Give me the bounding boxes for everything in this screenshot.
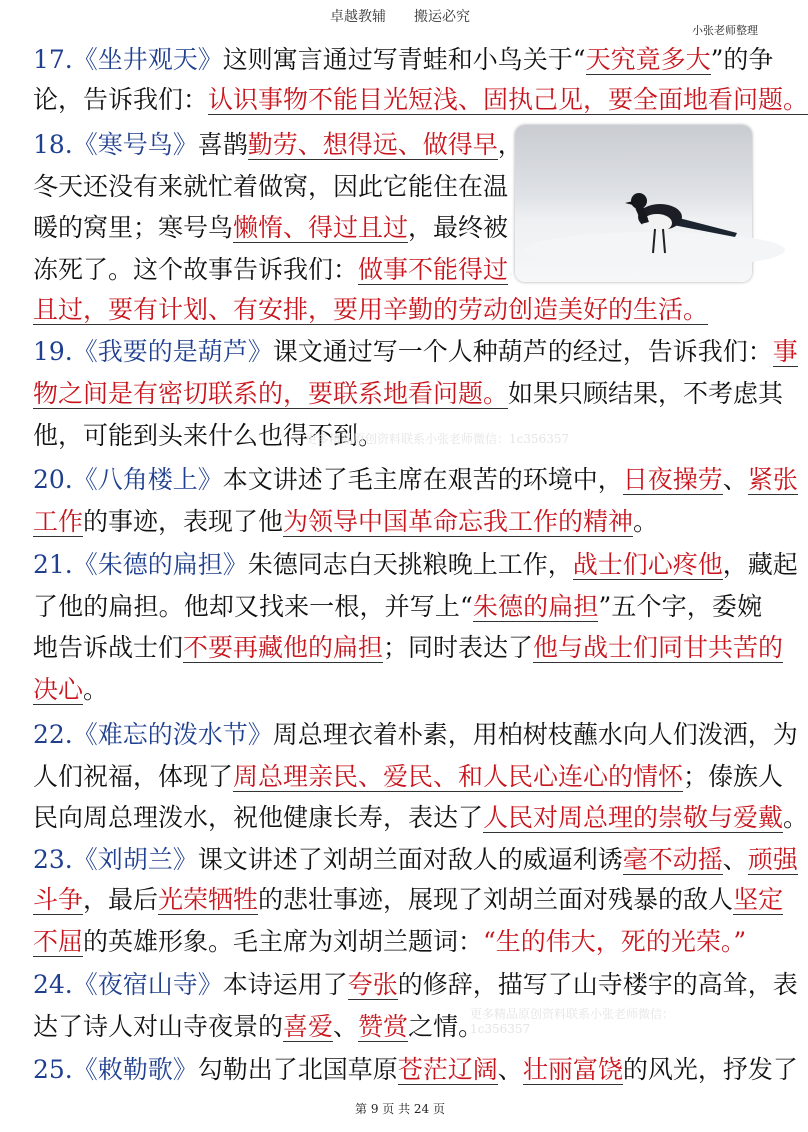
- key-answer: 坚定: [733, 885, 784, 914]
- body-text: 了他的扁担。他却又找来一根，并写上“: [33, 592, 473, 621]
- body-text: 勾勒出了北国草原: [197, 1055, 398, 1084]
- body-text: 喜鹊: [197, 130, 248, 159]
- key-answer: 战士们心疼他: [572, 550, 723, 579]
- text-line: [33, 250, 509, 290]
- body-text: 朱德同志白天挑粮晚上工作，: [247, 550, 573, 579]
- text-line: [33, 798, 808, 838]
- text-line: [33, 460, 798, 500]
- watermark: 更多精品原创资料联系小张老师微信：: [470, 1007, 675, 1021]
- body-text: 论，告诉我们：: [33, 85, 209, 114]
- body-text: 暖的窝里；寒号鸟: [33, 213, 234, 242]
- watermark: 更多精品原创资料联系小张老师微信：1c356357: [305, 432, 570, 446]
- key-answer: 且过，要有计划、有安排，要用辛勤的劳动创造美好的生活。: [33, 295, 709, 324]
- key-answer: 他与战士们同甘共苦的: [533, 633, 784, 662]
- key-answer: 斗争: [33, 885, 84, 914]
- key-answer: 天究竟多大: [585, 45, 711, 74]
- body-text: 、: [497, 1055, 523, 1084]
- text-line: [33, 840, 798, 880]
- key-answer: 光荣牺牲: [158, 885, 259, 914]
- header-left: 卓越教辅: [330, 9, 386, 25]
- key-answer: 事: [772, 337, 798, 366]
- text-line: [33, 880, 784, 920]
- body-text: 冻死了。这个故事告诉我们：: [33, 255, 359, 284]
- body-text: 本诗运用了: [222, 970, 348, 999]
- body-text: 。: [783, 803, 808, 832]
- text-line: [33, 125, 523, 165]
- key-answer: 人民对周总理的崇敬与爱戴: [483, 803, 784, 832]
- key-answer: 做事不能得过: [358, 255, 509, 284]
- body-text: 。: [83, 675, 109, 704]
- body-text: 。: [633, 507, 659, 536]
- body-text: 人们祝福，体现了: [33, 762, 234, 791]
- magpie-icon: [515, 125, 752, 282]
- key-answer: 苍茫辽阔: [397, 1055, 498, 1084]
- body-text: 的风光，抒发了: [622, 1055, 798, 1084]
- body-text: 这则寓言通过写青蛙和小鸟关于“: [222, 45, 586, 74]
- text-line: [33, 670, 762, 710]
- key-answer: 壮丽富饶: [522, 1055, 623, 1084]
- key-answer: 顽强: [747, 845, 798, 874]
- body-text: 的修辞，描写了山寺楼宇的高耸，表: [397, 970, 798, 999]
- key-answer: 为领导中国革命忘我工作的精神: [283, 507, 634, 536]
- text-line: [33, 332, 798, 372]
- lesson-title: 20.《八角楼上》: [33, 465, 223, 494]
- watermark: 1c356357: [470, 1022, 531, 1036]
- lesson-title: 23.《刘胡兰》: [33, 845, 198, 874]
- body-text: 的英雄形象。毛主席为刘胡兰题词：: [83, 927, 484, 956]
- text-line: [33, 40, 774, 80]
- body-text: 的事迹，表现了他: [83, 507, 284, 536]
- key-answer: 紧张: [747, 465, 798, 494]
- page-number: 第 9 页 共 24 页: [355, 1102, 445, 1116]
- body-text: 达了诗人对山寺夜景的: [33, 1012, 284, 1041]
- author-note: 小张老师整理: [692, 24, 758, 37]
- key-answer: 赞赏: [358, 1012, 409, 1041]
- key-answer: 周总理亲民、爱民、和人民心连心的情怀: [233, 762, 684, 791]
- key-answer: “生的伟大，死的光荣。”: [483, 927, 747, 956]
- key-answer: 喜爱: [283, 1012, 334, 1041]
- key-answer: 认识事物不能目光短浅、固执己见，要全面地看问题。: [208, 85, 808, 114]
- lesson-title: 18.《寒号鸟》: [33, 130, 198, 159]
- key-answer: 朱德的扁担: [472, 592, 599, 621]
- text-line: [33, 167, 509, 207]
- lesson-title: 21.《朱德的扁担》: [33, 550, 248, 579]
- lesson-title: 25.《敕勒歌》: [33, 1055, 198, 1084]
- text-line: [33, 208, 509, 248]
- text-line: [33, 502, 762, 542]
- body-text: 课文讲述了刘胡兰面对敌人的威逼利诱: [197, 845, 623, 874]
- body-text: 他，可能到头来什么也得不到。: [33, 421, 384, 450]
- body-text: 、: [722, 465, 748, 494]
- body-text: ”的争: [710, 45, 774, 74]
- body-text: ；傣族人: [683, 762, 784, 791]
- body-text: 之情。: [408, 1012, 484, 1041]
- lesson-title: 22.《难忘的泼水节》: [33, 720, 273, 749]
- key-answer: 勤劳、想得远、做得早: [247, 130, 498, 159]
- body-text: ，最终被: [408, 213, 509, 242]
- text-line: [33, 290, 762, 330]
- magpie-photo: [515, 125, 752, 282]
- body-text: 民向周总理泼水，祝他健康长寿，表达了: [33, 803, 484, 832]
- lesson-title: 17.《坐井观天》: [33, 45, 223, 74]
- text-line: [33, 374, 784, 414]
- text-line: [33, 757, 784, 797]
- key-answer: 工作: [33, 507, 84, 536]
- text-line: [33, 922, 762, 962]
- key-answer: 夸张: [347, 970, 398, 999]
- key-answer: 日夜操劳: [622, 465, 723, 494]
- body-text: ；同时表达了: [383, 633, 534, 662]
- key-answer: 决心: [33, 675, 84, 704]
- key-answer: 不屈: [33, 927, 84, 956]
- text-line: [33, 80, 808, 120]
- body-text: 周总理衣着朴素，用柏树枝蘸水向人们泼洒，为: [272, 720, 798, 749]
- body-text: 、: [722, 845, 748, 874]
- body-text: 、: [333, 1012, 359, 1041]
- body-text: 如果只顾结果，不考虑其: [508, 379, 784, 408]
- body-text: 课文通过写一个人种葫芦的经过，告诉我们：: [272, 337, 773, 366]
- text-line: [33, 587, 762, 627]
- key-answer: 懒惰、得过且过: [233, 213, 409, 242]
- body-text: ，: [497, 130, 523, 159]
- text-line: [33, 545, 798, 585]
- lesson-title: 19.《我要的是葫芦》: [33, 337, 273, 366]
- page-header: [0, 6, 800, 26]
- key-answer: 物之间是有密切联系的，要联系地看问题。: [33, 379, 509, 408]
- body-text: 冬天还没有来就忙着做窝，因此它能住在温: [33, 172, 509, 201]
- body-text: 本文讲述了毛主席在艰苦的环境中，: [222, 465, 623, 494]
- header-right: 搬运必究: [414, 9, 470, 25]
- text-line: [33, 1050, 798, 1090]
- body-text: ，最后: [83, 885, 159, 914]
- body-text: ，藏起: [722, 550, 798, 579]
- body-text: 的悲壮事迹，展现了刘胡兰面对残暴的敌人: [258, 885, 734, 914]
- text-line: [33, 715, 798, 755]
- text-line: [33, 965, 798, 1005]
- text-line: [33, 628, 784, 668]
- lesson-title: 24.《夜宿山寺》: [33, 970, 223, 999]
- body-text: ”五个字，委婉: [598, 592, 762, 621]
- body-text: 地告诉战士们: [33, 633, 184, 662]
- key-answer: 毫不动摇: [622, 845, 723, 874]
- key-answer: 不要再藏他的扁担: [183, 633, 384, 662]
